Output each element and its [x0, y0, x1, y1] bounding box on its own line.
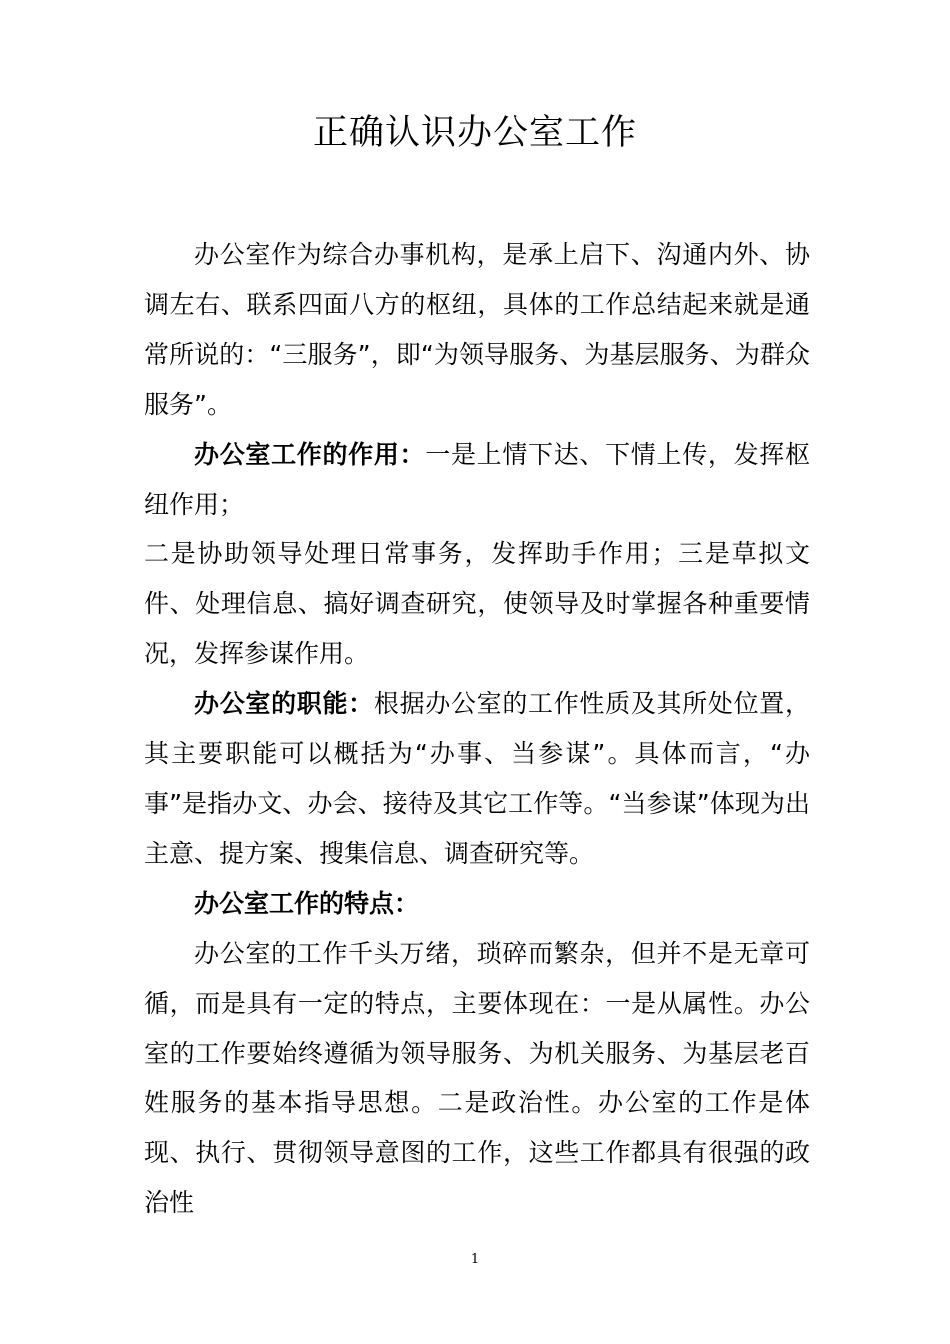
paragraph-features-heading	[144, 879, 810, 929]
paragraph-functions	[144, 679, 810, 879]
document-body	[144, 230, 810, 1228]
section-heading-functions: 办公室的职能：	[194, 689, 374, 719]
section-heading-role: 办公室工作的作用：	[194, 439, 426, 469]
section-heading-features: 办公室工作的特点：	[194, 888, 420, 918]
paragraph-text: 办公室的工作千头万绪，琐碎而繁杂，但并不是无章可循，而是具有一定的特点，主要体现在：一是从属性。办公室的工作要始终遵循为领导服务、为机关服务、为基层老百姓服务的基本指导思想。二是政治性。办公室的工作是体现、执行、贯彻领导意图的工作，这些工作都具有很强的政治性	[144, 938, 810, 1218]
paragraph-text: 根据办公室的工作性质及其所处位置，其主要职能可以概括为“办事、当参谋”。具体而言，“办事”是指办文、办会、接待及其它工作等。“当参谋”体现为出主意、提方案、搜集信息、调查研究等。	[144, 689, 810, 868]
paragraph-role	[144, 430, 810, 530]
paragraph-role-continued	[144, 529, 810, 679]
document-title: 正确认识办公室工作	[312, 113, 637, 153]
paragraph-text: 办公室作为综合办事机构，是承上启下、沟通内外、协调左右、联系四面八方的枢纽，具体的工作总结起来就是通常所说的：“三服务”，即“为领导服务、为基层服务、为群众服务”。	[144, 240, 810, 419]
page-number: 1	[470, 1252, 480, 1267]
paragraph-text: 二是协助领导处理日常事务，发挥助手作用；三是草拟文件、处理信息、搞好调查研究，使领导及时掌握各种重要情况，发挥参谋作用。	[144, 539, 810, 669]
paragraph-intro	[144, 230, 810, 430]
paragraph-features	[144, 929, 810, 1228]
paragraph-text: 一是上情下达、下情上传，发挥枢纽作用；	[144, 439, 810, 519]
